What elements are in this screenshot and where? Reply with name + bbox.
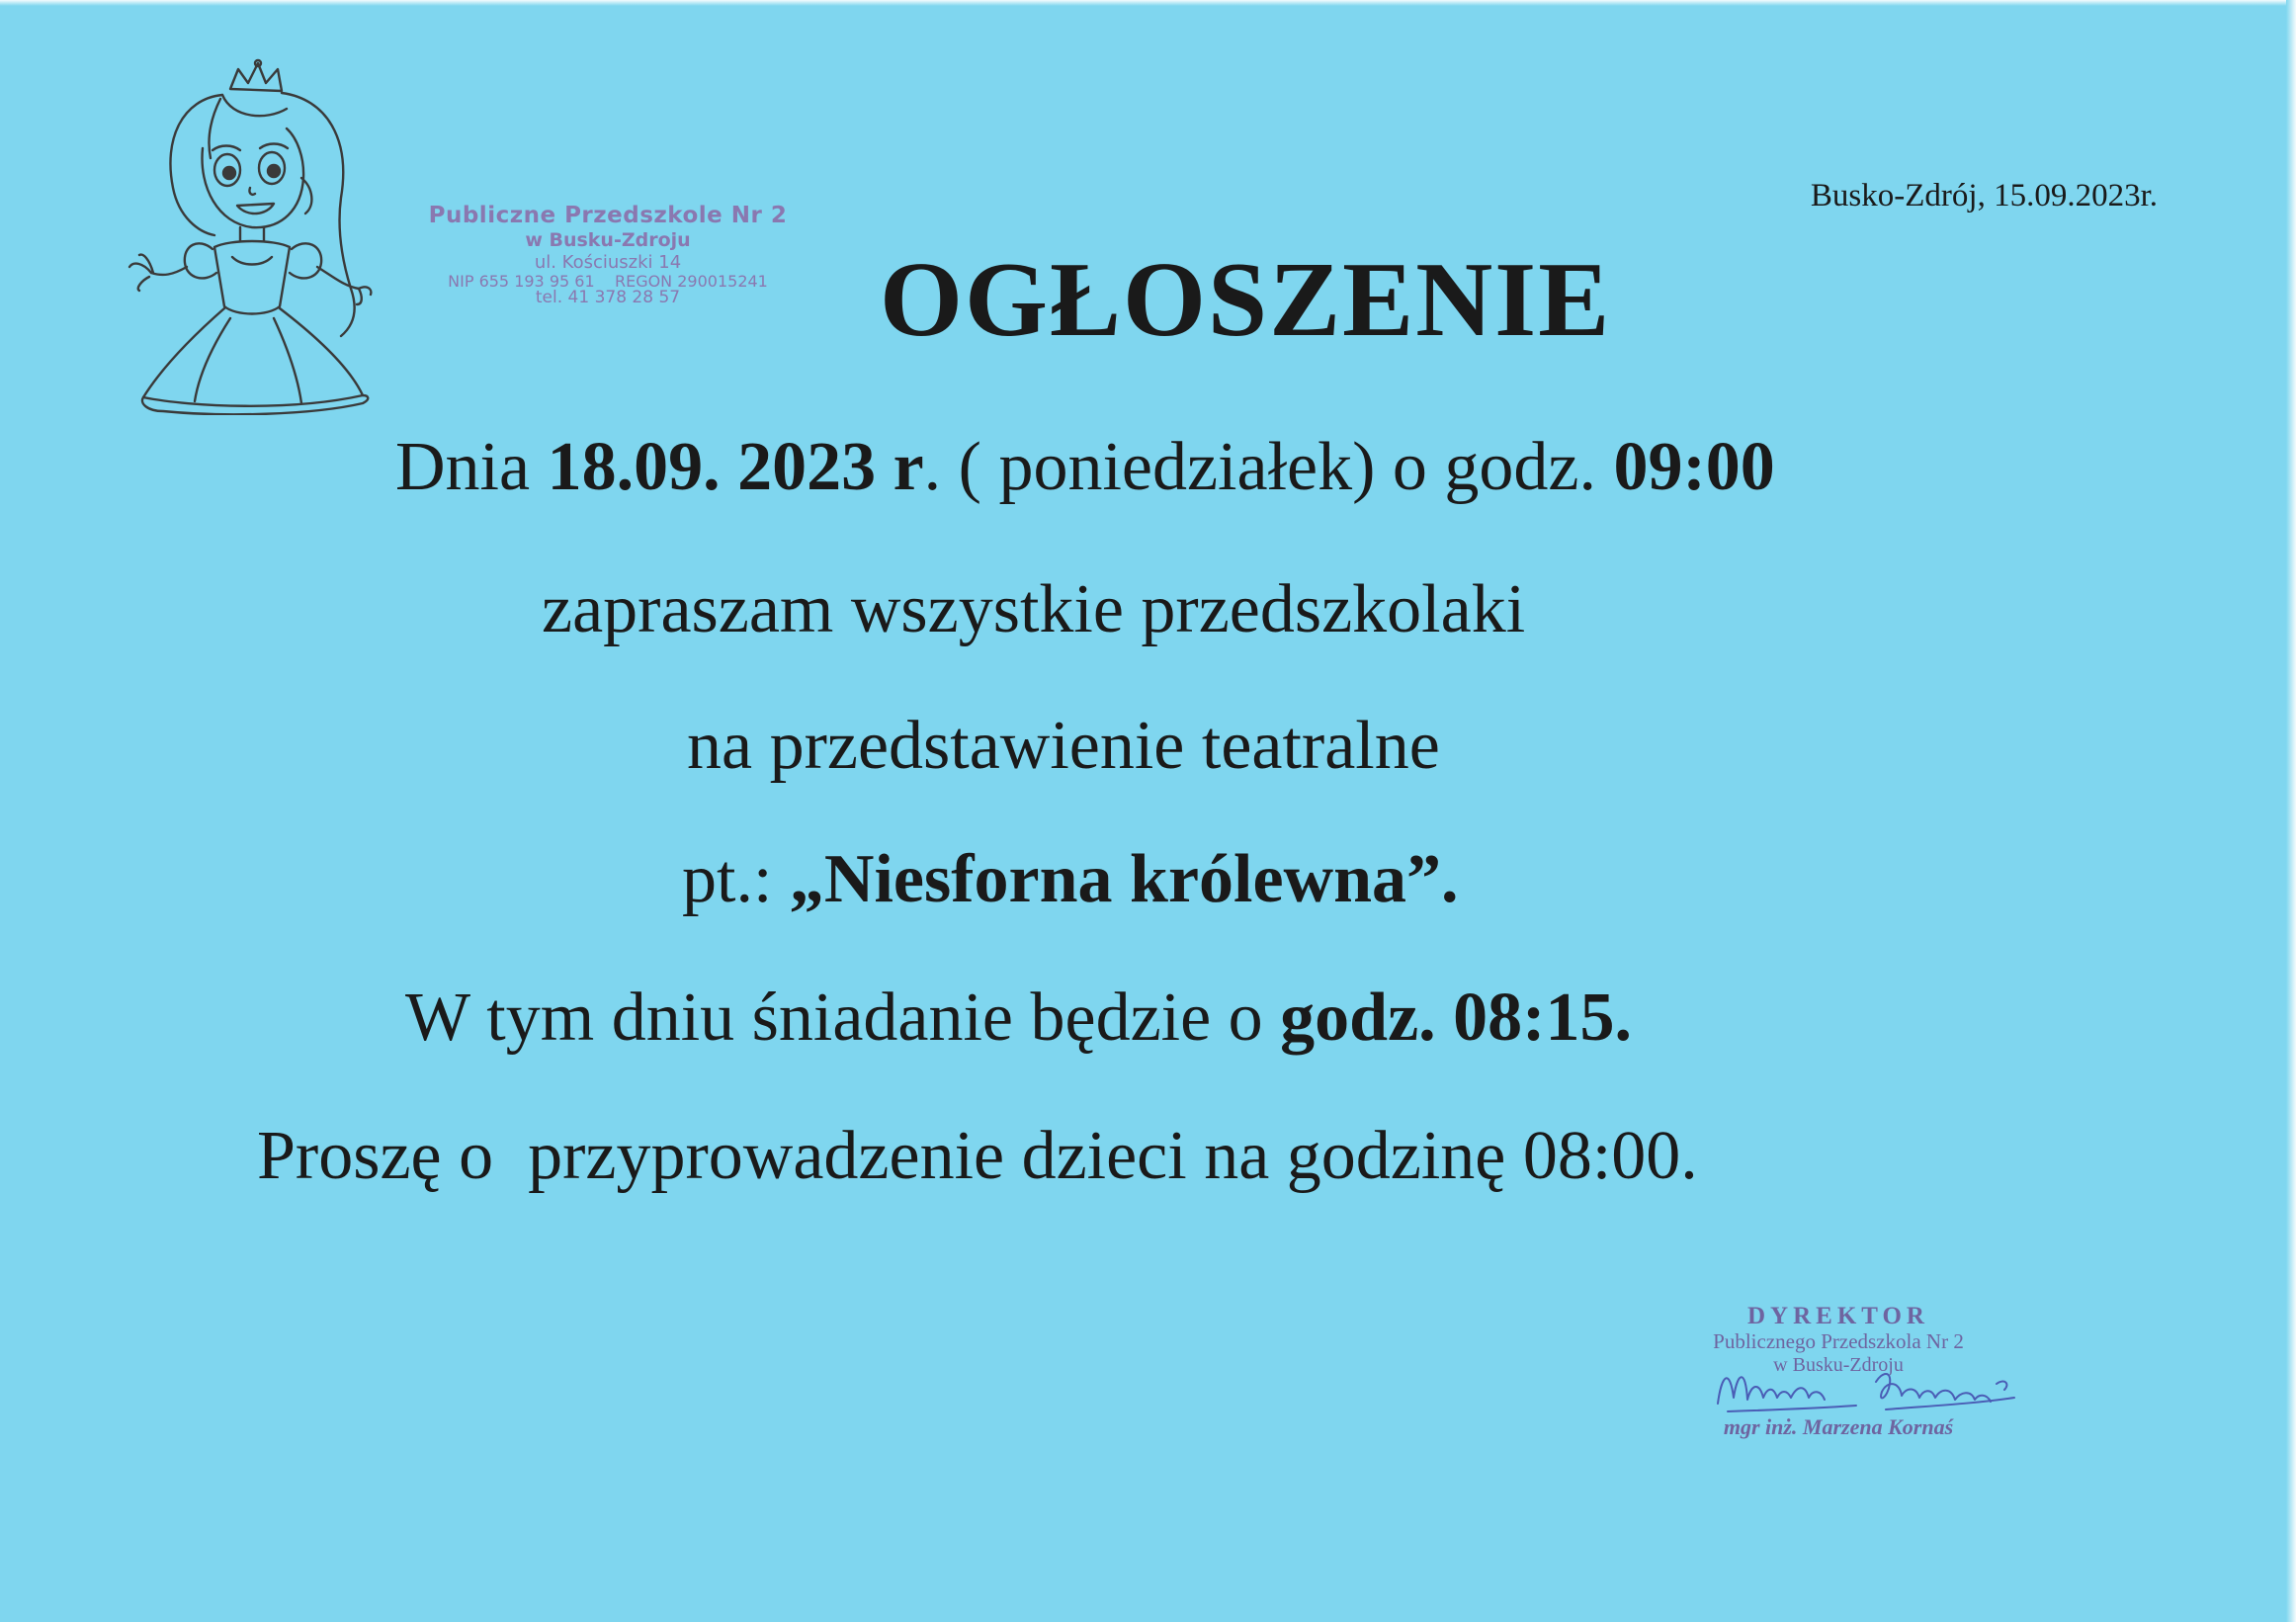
director-stamp-title: DYREKTOR — [1746, 1303, 1929, 1329]
place-date: Busko-Zdrój, 15.09.2023r. — [1810, 178, 2158, 213]
body-line-title-prefix: pt.: — [682, 841, 790, 917]
body-line-invite: zapraszam wszystkie przedszkolaki — [542, 571, 1526, 647]
body-line-date — [395, 429, 1775, 505]
body-line-dropoff: Proszę o przyprowadzenie dzieci na godzinę 08:00. — [257, 1118, 1698, 1194]
director-stamp-city: w Busku-Zdroju — [1773, 1353, 1904, 1376]
director-stamp-school: Publicznego Przedszkola Nr 2 — [1713, 1329, 1964, 1353]
school-stamp — [420, 203, 796, 307]
school-stamp-city: w Busku-Zdroju — [525, 229, 691, 252]
director-stamp-name: mgr inż. Marzena Kornaś — [1723, 1413, 1954, 1439]
body-line-date-prefix: Dnia — [395, 429, 548, 505]
breakfast-time: godz. 08:15. — [1280, 980, 1632, 1056]
performance-title: „Niesforna królewna”. — [789, 841, 1459, 917]
school-stamp-phone: tel. 41 378 28 57 — [535, 287, 681, 307]
body-line-performance: na przedstawienie teatralne — [687, 708, 1440, 784]
notice-title: OGŁOSZENIE — [880, 241, 1612, 359]
event-time: 09:00 — [1613, 429, 1775, 505]
school-stamp-name: Publiczne Przedszkole Nr 2 — [428, 203, 788, 228]
body-line-date-middle: . ( poniedziałek) o godz. — [923, 429, 1614, 505]
event-date: 18.09. 2023 r — [547, 429, 924, 505]
body-line-breakfast — [405, 980, 1632, 1056]
paper-edge-right — [2286, 0, 2296, 1622]
paper-edge-top — [0, 0, 2296, 6]
school-stamp-address: ul. Kościuszki 14 — [534, 251, 682, 273]
princess-logo-icon — [104, 30, 400, 415]
school-stamp-nip-regon: NIP 655 193 95 61 REGON 290015241 — [448, 271, 768, 291]
body-line-title — [682, 841, 1459, 917]
body-line-breakfast-prefix: W tym dniu śniadanie będzie o — [405, 980, 1281, 1056]
handwritten-signature — [1708, 1354, 2044, 1423]
